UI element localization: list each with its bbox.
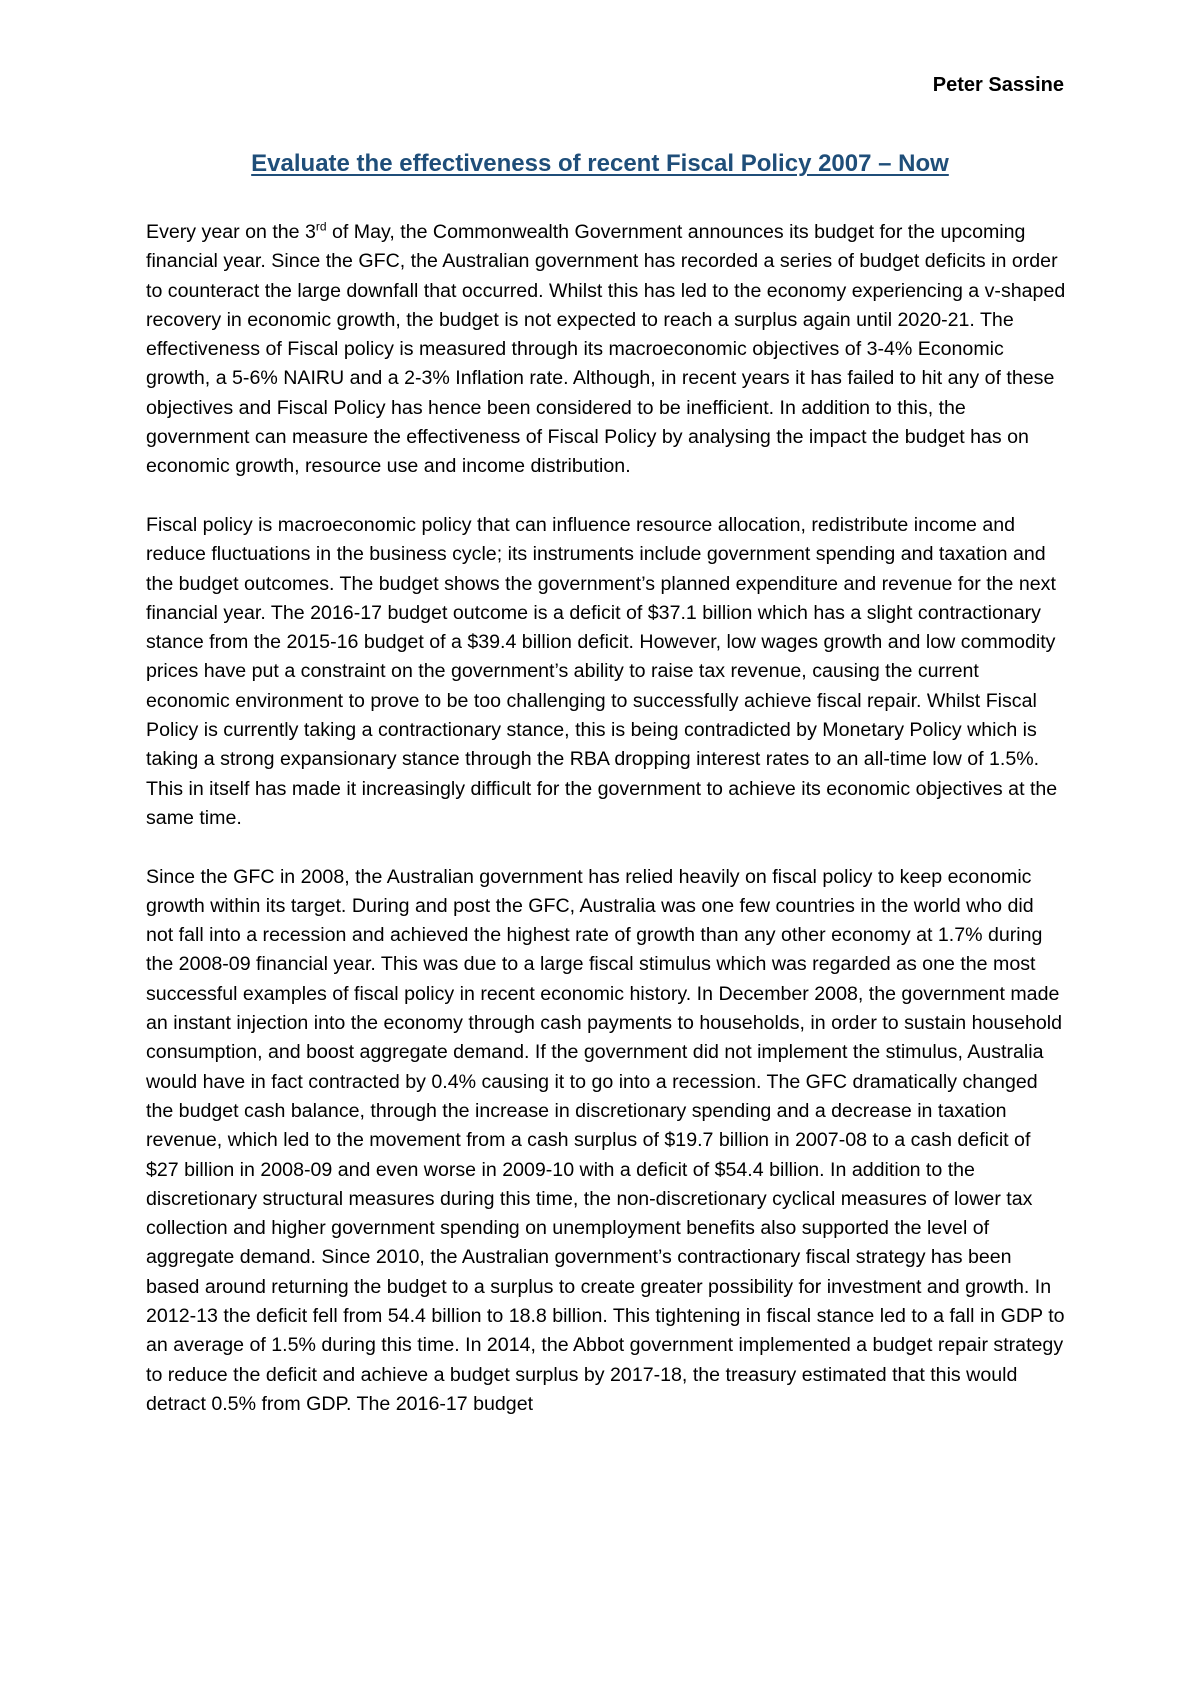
author-name: Peter Sassine	[932, 74, 1064, 96]
paragraph-intro-start: Every year on the 3	[146, 221, 316, 243]
document-title: Evaluate the effectiveness of recent Fiscal Policy 2007 – Now	[251, 150, 949, 177]
ordinal-superscript: rd	[315, 219, 327, 234]
paragraph-intro	[146, 218, 1066, 482]
paragraph-fiscal-policy: Fiscal policy is macroeconomic policy that can influence resource allocation, redistribute income and reduce fluctuations in the business cycle; its instruments include government spending and taxation and the budget outcomes. The budget shows the government’s planned expenditure and revenue for the next financial year. The 2016-17 budget outcome is a deficit of $37.1 billion which has a slight contractionary stance from the 2015-16 budget of a $39.4 billion deficit. However, low wages growth and low commodity prices have put a constraint on the government’s ability to raise tax revenue, causing the current economic environment to prove to be too challenging to successfully achieve fiscal repair. Whilst Fiscal Policy is currently taking a contractionary stance, this is being contradicted by Monetary Policy which is taking a strong expansionary stance through the RBA dropping interest rates to an all-time low of 1.5%. This in itself has made it increasingly difficult for the government to achieve its economic objectives at the same time.	[146, 513, 1058, 829]
document-body	[146, 218, 1066, 1448]
paragraph-gfc: Since the GFC in 2008, the Australian government has relied heavily on fiscal policy to keep economic growth within its target. During and post the GFC, Australia was one few countries in the world who did not fall into a recession and achieved the highest rate of growth than any other economy at 1.7% during the 2008-09 financial year. This was due to a large fiscal stimulus which was regarded as one the most successful examples of fiscal policy in recent economic history. In December 2008, the government made an instant injection into the economy through cash payments to households, in order to sustain household consumption, and boost aggregate demand. If the government did not implement the stimulus, Australia would have in fact contracted by 0.4% causing it to go into a recession. The GFC dramatically changed the budget cash balance, through the increase in discretionary spending and a decrease in taxation revenue, which led to the movement from a cash surplus of $19.7 billion in 2007-08 to a cash deficit of $27 billion in 2008-09 and even worse in 2009-10 with a deficit of $54.4 billion. In addition to the discretionary structural measures during this time, the non-discretionary cyclical measures of lower tax collection and higher government spending on unemployment benefits also supported the level of aggregate demand. Since 2010, the Australian government’s contractionary fiscal strategy has been based around returning the budget to a surplus to create greater possibility for investment and growth. In 2012-13 the deficit fell from 54.4 billion to 18.8 billion. This tightening in fiscal stance led to a fall in GDP to an average of 1.5% during this time. In 2014, the Abbot government implemented a budget repair strategy to reduce the deficit and achieve a budget surplus by 2017-18, the treasury estimated that this would detract 0.5% from GDP. The 2016-17 budget	[146, 865, 1065, 1415]
paragraph-intro-rest: of May, the Commonwealth Government announces its budget for the upcoming financial year. Since the GFC, the Australian government has recorded a series of budget deficits in order to counteract the large downfall that occurred. Whilst this has led to the economy experiencing a v-shaped recovery in economic growth, the budget is not expected to reach a surplus again until 2020-21. The effectiveness of Fiscal policy is measured through its macroeconomic objectives of 3-4% Economic growth, a 5-6% NAIRU and a 2-3% Inflation rate. Although, in recent years it has failed to hit any of these objectives and Fiscal Policy has hence been considered to be inefficient. In addition to this, the government can measure the effectiveness of Fiscal Policy by analysing the impact the budget has on economic growth, resource use and income distribution.	[146, 221, 1066, 478]
